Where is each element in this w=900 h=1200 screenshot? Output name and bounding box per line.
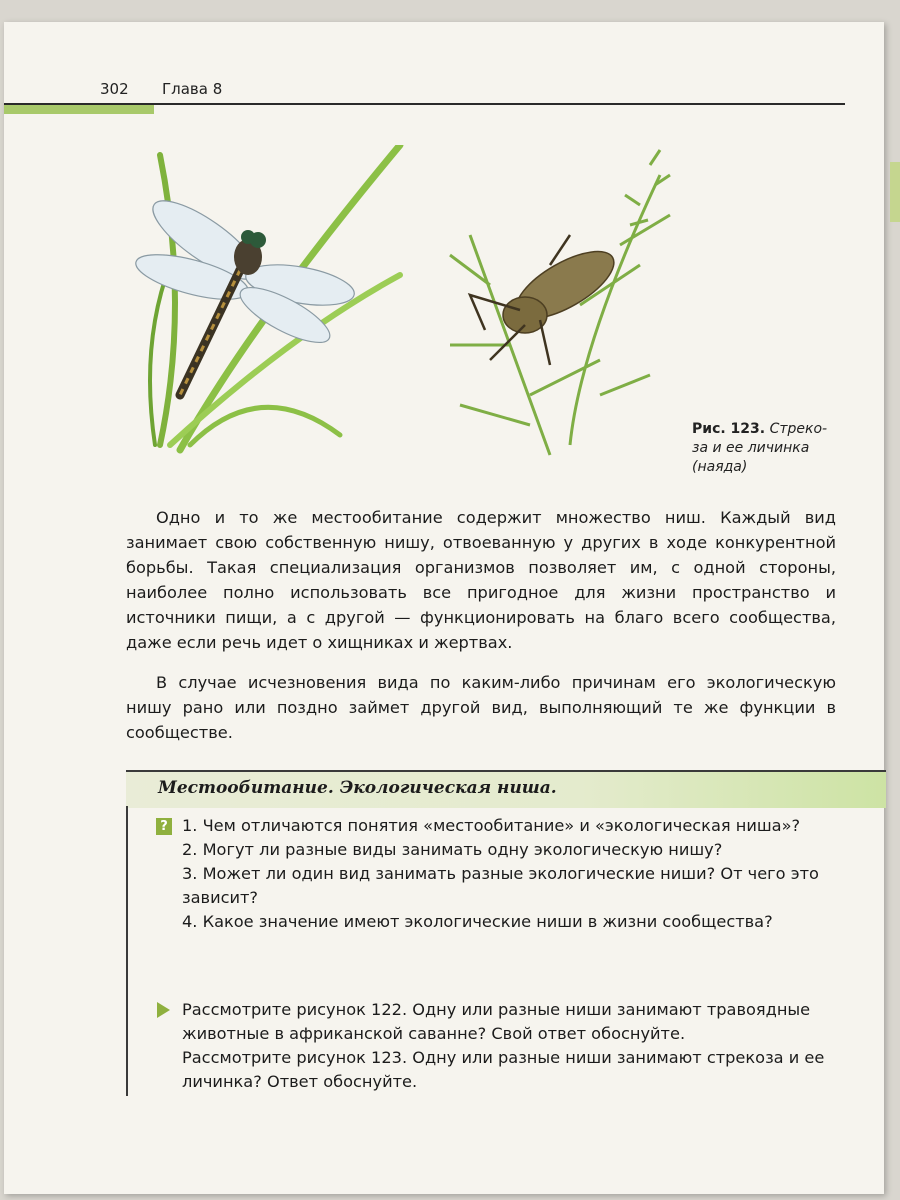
running-header [100, 80, 845, 100]
question-item: 2. Могут ли разные виды занимать одну экологическую нишу? [182, 840, 723, 859]
figure-illustration [130, 145, 690, 465]
chapter-title: Глава 8 [162, 80, 223, 98]
summary-box-title: Местообитание. Экологическая ниша. [158, 778, 557, 798]
question-list [182, 814, 832, 934]
body-paragraph [126, 670, 836, 745]
summary-box-header [126, 770, 886, 808]
summary-box [126, 770, 886, 1100]
question-item: 3. Может ли один вид занимать разные экологические ниши? От чего это зависит? [182, 864, 819, 907]
body-paragraph-text: В случае исчезновения вида по каким-либо причинам его экологическую нишу рано или поздно займет другой вид, выполняющий те же функции в сообществе. [126, 673, 836, 742]
page-edge-tab [890, 162, 900, 222]
body-paragraph-text: Одно и то же местообитание содержит множество ниш. Каждый вид занимает свою собственную нишу, отвоеванную у других в ходе конкурентной борьбы. Такая специализация организмов позволяет им, с одной стороны, наиболее полно использовать все пригодное для жизни пространство и источники пищи, а с другой — функционировать на благо всего сообщества, даже если речь идет о хищниках и жертвах. [126, 508, 836, 652]
header-green-bar [4, 105, 154, 114]
question-item: 1. Чем отличаются понятия «местообитание» и «экологическая ниша»? [182, 816, 801, 835]
task-list [182, 998, 832, 1094]
figure-caption-label: Рис. 123. [692, 421, 766, 437]
figure-caption [692, 420, 832, 477]
question-item: 4. Какое значение имеют экологические ниши в жизни сообщества? [182, 912, 773, 931]
question-icon: ? [156, 818, 172, 835]
task-item: Рассмотрите рисунок 122. Одну или разные ниши занимают травоядные животные в африканской саванне? Свой ответ обоснуйте. [182, 1000, 811, 1043]
page-number: 302 [100, 80, 129, 98]
figure-caption-line1: Стреко- [769, 421, 828, 437]
task-arrow-icon [157, 1002, 170, 1018]
figure-caption-line2: за и ее личинка [692, 440, 810, 456]
figure-caption-line3: (наяда) [692, 459, 748, 475]
body-paragraph [126, 505, 836, 655]
summary-box-border [126, 806, 128, 1096]
task-item: Рассмотрите рисунок 123. Одну или разные ниши занимают стрекоза и ее личинка? Ответ обоснуйте. [182, 1048, 825, 1091]
dragonfly-illustration [132, 188, 358, 395]
